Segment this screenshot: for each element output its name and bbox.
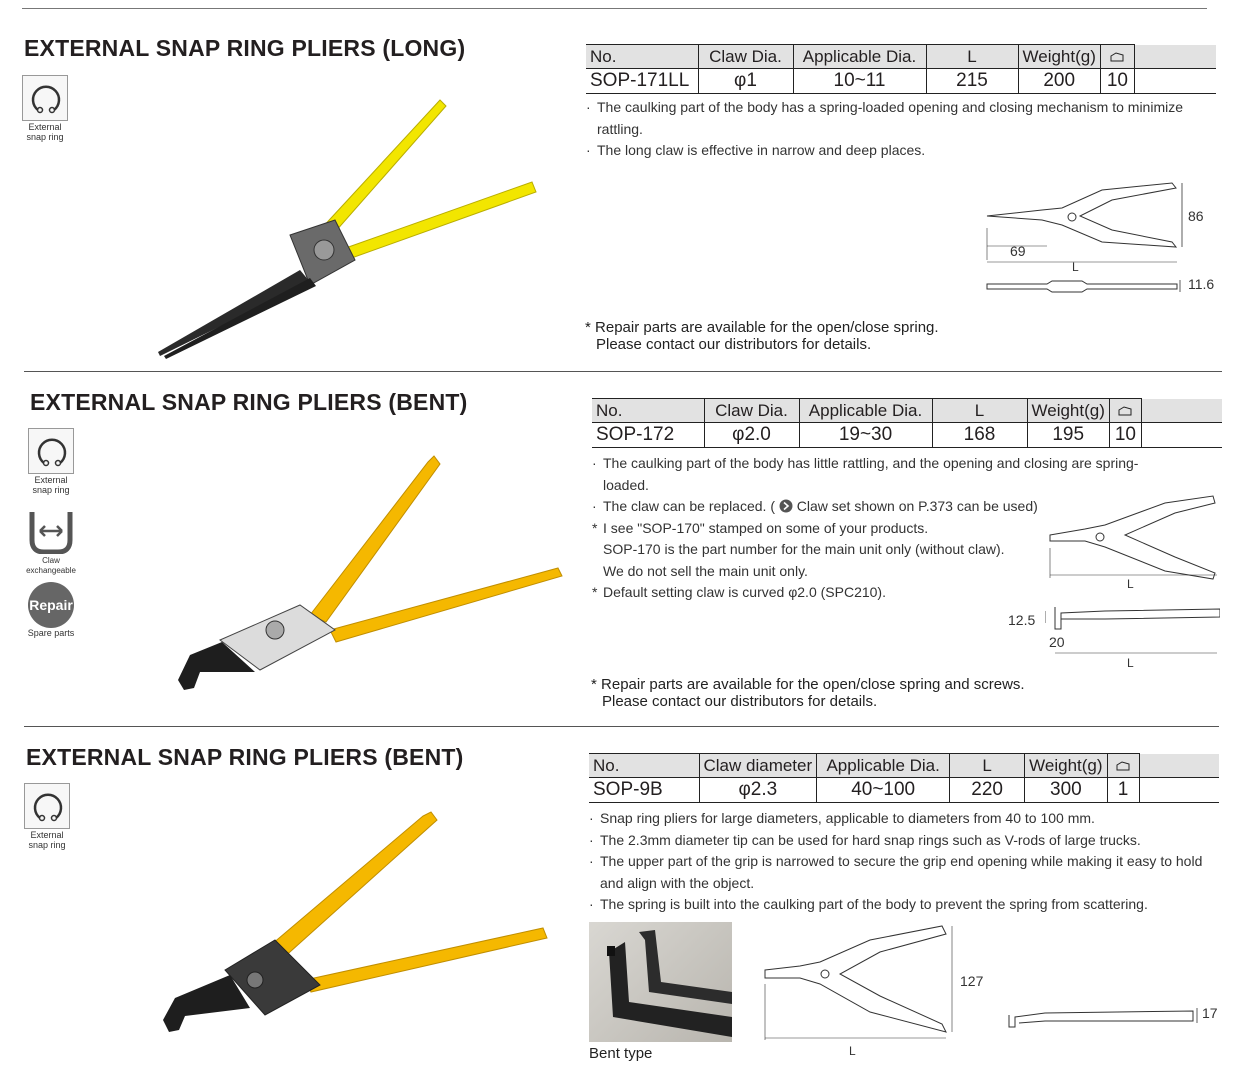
dim-height: 127 [960,973,984,989]
col-no: No. [586,45,698,69]
pliers-bent-photo [160,450,580,700]
note-item: · The claw can be replaced. ( Claw set shown on P.373 can be used) [592,498,1038,514]
note-item: We do not sell the main unit only. [603,562,808,579]
col-applicable: Applicable Dia. [793,45,926,69]
page-reference-icon [779,499,793,513]
cell-weight: 200 [1018,69,1100,94]
col-claw: Claw Dia. [698,45,793,69]
dim-length-2: L [1127,656,1134,670]
bent-type-photo [589,922,732,1042]
dim-claw-length: 69 [1010,243,1026,259]
col-weight: Weight(g) [1025,754,1107,778]
package-icon [1118,406,1132,416]
col-weight: Weight(g) [1027,399,1109,423]
cell-applicable: 10~11 [793,69,926,94]
spec-table-2 [592,398,1222,448]
note-item: · The caulking part of the body has little rattling, and the opening and closing are spring-loaded. [592,455,1139,493]
cell-no: SOP-172 [592,423,704,448]
dim-thickness: 17 [1202,1005,1218,1021]
claw-exchangeable-icon [28,510,74,554]
dim-length: L [1072,260,1079,274]
divider-1 [24,371,1222,372]
package-icon [1116,761,1130,771]
cell-l: 168 [932,423,1027,448]
dim-length: L [1127,577,1134,591]
cell-applicable: 40~100 [817,778,950,803]
col-pkg [1109,399,1141,423]
repair-note-1: * Repair parts are available for the open/close spring. Please contact our distributors for details. [585,319,939,353]
repair-note-2: * Repair parts are available for the open/close spring and screws. Please contact our distributors for details. [591,676,1025,710]
cell-l: 215 [926,69,1018,94]
col-applicable: Applicable Dia. [817,754,950,778]
cell-no: SOP-171LL [586,69,698,94]
dim-length: L [849,1044,856,1058]
col-applicable: Applicable Dia. [799,399,932,423]
section-2-title: EXTERNAL SNAP RING PLIERS (BENT) [30,389,468,415]
cell-weight: 300 [1025,778,1107,803]
cell-claw: φ2.3 [699,778,817,803]
dim-height: 86 [1188,208,1204,224]
notes-1 [586,97,1186,162]
cell-claw: φ2.0 [704,423,799,448]
col-pkg [1107,754,1139,778]
dim-thickness: 11.6 [1188,276,1215,292]
side-view-drawing-3 [1005,1003,1200,1033]
dim-thickness: 12.5 [1008,612,1036,628]
external-snap-ring-icon [24,783,70,829]
cell-pkg: 10 [1100,69,1134,94]
top-rule [22,8,1207,9]
cell-applicable: 19~30 [799,423,932,448]
col-weight: Weight(g) [1018,45,1100,69]
section-3-title: EXTERNAL SNAP RING PLIERS (BENT) [26,744,464,770]
cell-pkg: 1 [1107,778,1139,803]
col-l: L [926,45,1018,69]
note-item: * I see "SOP-170" stamped on some of your products. [592,519,929,536]
note-item: · The caulking part of the body has a spring-loaded opening and closing mechanism to minimize rattling. [586,99,1184,137]
col-pkg [1100,45,1134,69]
section-1-title: EXTERNAL SNAP RING PLIERS (LONG) [24,35,466,61]
note-item: · Snap ring pliers for large diameters, applicable to diameters from 40 to 100 mm. [589,810,1095,826]
external-snap-ring-label: External snap ring [26,122,64,142]
package-icon [1110,52,1124,62]
cell-l: 220 [950,778,1025,803]
cell-claw: φ1 [698,69,793,94]
dimension-drawing-1 [982,180,1215,295]
note-item: · The long claw is effective in narrow and deep places. [586,142,926,158]
note-item: * Default setting claw is curved φ2.0 (SPC210). [592,584,886,600]
dim-bend: 20 [1049,634,1065,650]
bent-type-caption: Bent type [589,1045,653,1062]
pliers-long-photo [150,90,550,360]
divider-2 [24,726,1219,727]
pliers-9b-photo [155,810,555,1040]
external-snap-ring-icon [28,428,74,474]
spare-parts-label: Spare parts [27,628,75,638]
col-claw: Claw Dia. [704,399,799,423]
note-item: SOP-170 is the part number for the main unit only (without claw). [603,541,1005,557]
note-item: · The spring is built into the caulking part of the body to prevent the spring from scattering. [589,896,1148,912]
external-snap-ring-icon [22,75,68,121]
cell-pkg: 10 [1109,423,1141,448]
external-snap-ring-label: External snap ring [28,830,66,850]
spec-table-1 [586,44,1216,94]
repair-badge: Repair [28,582,74,628]
col-l: L [950,754,1025,778]
claw-exchangeable-label: Claw exchangeable [26,556,76,575]
notes-3 [589,808,1219,916]
cell-weight: 195 [1027,423,1109,448]
external-snap-ring-label: External snap ring [32,475,70,495]
col-no: No. [592,399,704,423]
cell-no: SOP-9B [589,778,699,803]
dimension-drawing-3 [760,922,960,1047]
note-item: · The upper part of the grip is narrowed to secure the grip end opening while making it easy to hold and align with the object. [589,853,1203,891]
col-l: L [932,399,1027,423]
spec-table-3 [589,753,1219,803]
col-claw: Claw diameter [699,754,817,778]
note-item: · The 2.3mm diameter tip can be used for hard snap rings such as V-rods of large trucks. [589,831,1141,848]
col-no: No. [589,754,699,778]
